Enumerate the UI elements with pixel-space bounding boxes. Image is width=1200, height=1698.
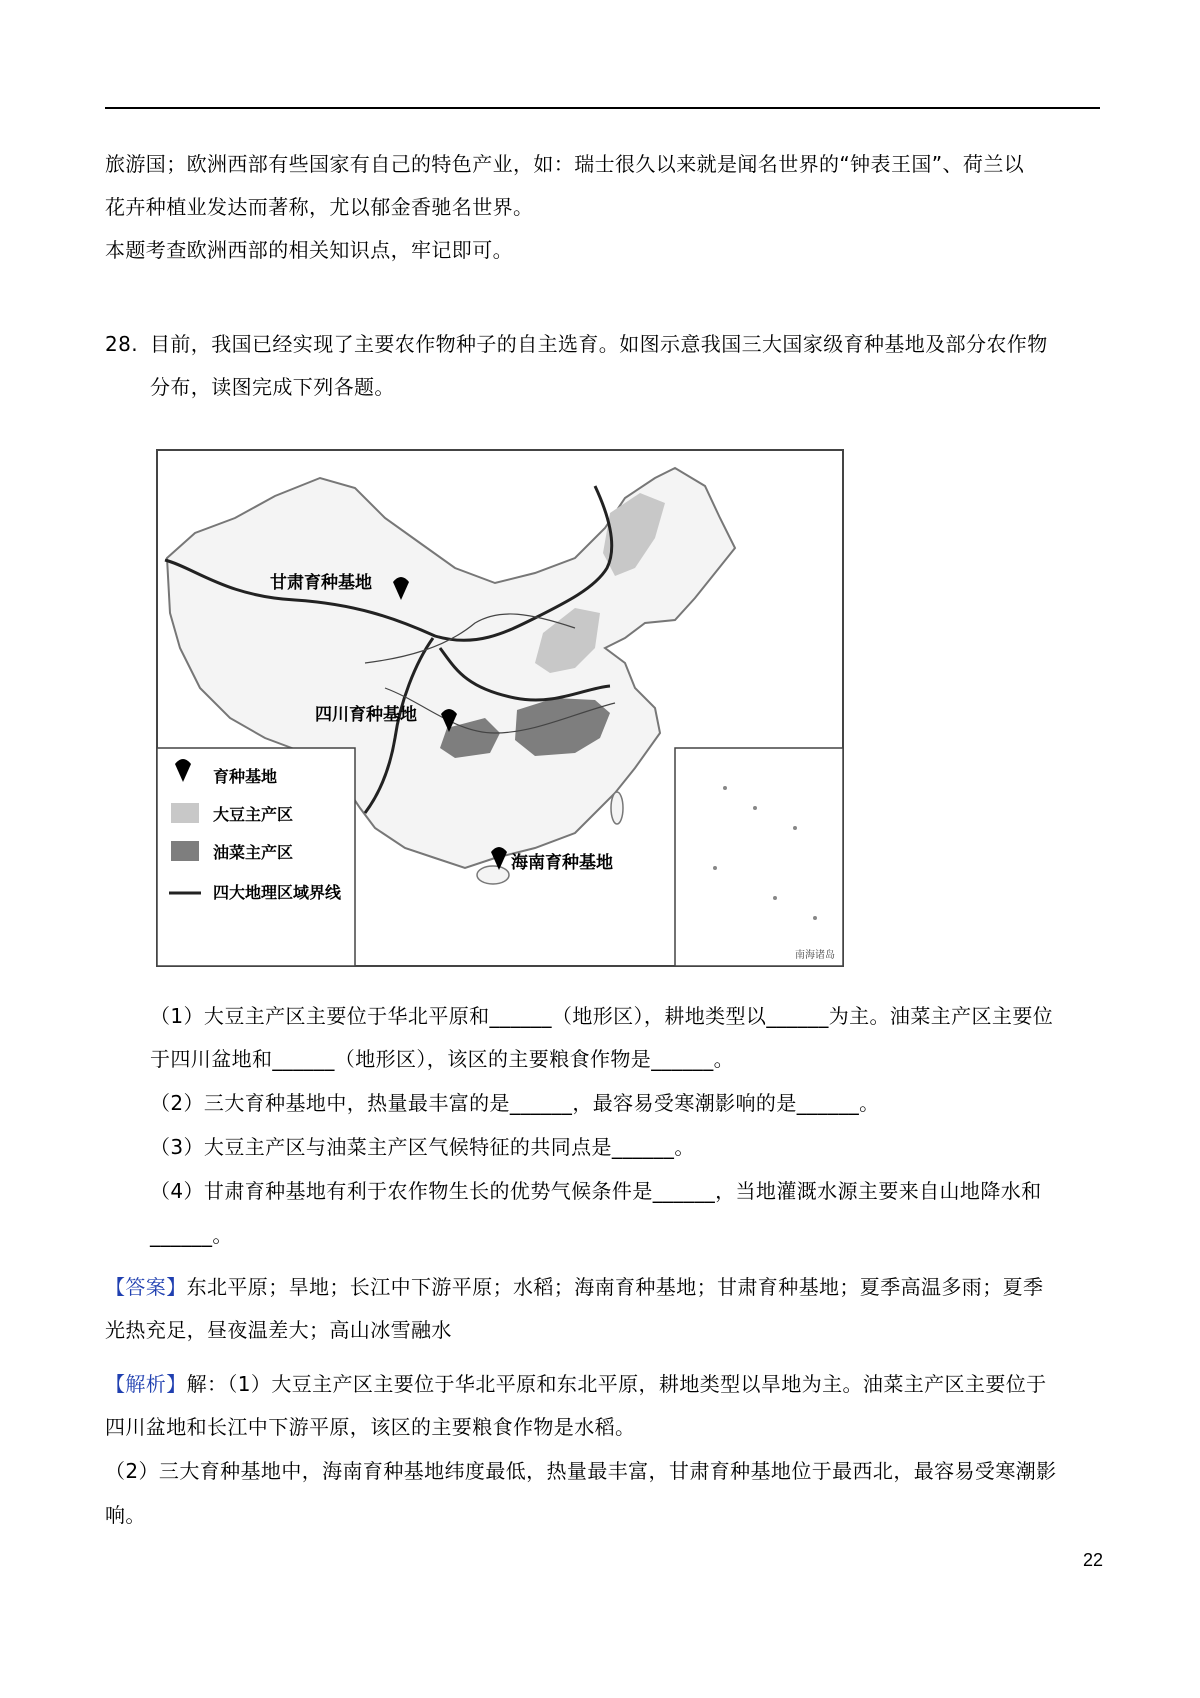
question-stem-line-2: 分布，读图完成下列各题。	[150, 375, 395, 399]
legend-rapeseed-swatch	[171, 841, 199, 861]
legend-boundary-label: 四大地理区域界线	[213, 883, 342, 902]
question-number: 28.	[105, 332, 139, 356]
analysis-line-1	[105, 1370, 1047, 1398]
china-breeding-base-map	[155, 448, 845, 968]
question-part-2: （2）三大育种基地中，热量最丰富的是______，最容易受寒潮影响的是______。	[150, 1091, 880, 1115]
question-part-1a: （1）大豆主产区主要位于华北平原和______（地形区），耕地类型以______为主。油菜主产区主要位	[150, 1004, 1054, 1028]
header-rule	[105, 107, 1100, 109]
legend-soybean-swatch	[171, 803, 199, 823]
legend-soybean-label: 大豆主产区	[213, 805, 294, 824]
hainan-base-label: 海南育种基地	[511, 853, 613, 873]
page-number: 22	[1082, 1550, 1103, 1570]
hainan-island	[477, 866, 509, 884]
taiwan-island	[611, 792, 623, 824]
answer-line-1	[105, 1273, 1043, 1301]
intro-line-1: 旅游国；欧洲西部有些国家有自己的特色产业，如：瑞士很久以来就是闻名世界的“钟表王国”、荷兰以	[105, 152, 1025, 176]
analysis-line-3: （2）三大育种基地中，海南育种基地纬度最低，热量最丰富，甘肃育种基地位于最西北，最容易受寒潮影	[105, 1459, 1057, 1483]
intro-line-3: 本题考查欧洲西部的相关知识点，牢记即可。	[105, 238, 513, 262]
sichuan-base-label: 四川育种基地	[315, 705, 417, 725]
south-sea-inset	[675, 748, 843, 966]
legend-base-label: 育种基地	[213, 767, 278, 786]
analysis-line-4: 响。	[105, 1503, 146, 1527]
answer-tag: 【答案】	[105, 1275, 187, 1299]
analysis-text-1: 解：（1）大豆主产区主要位于华北平原和东北平原，耕地类型以旱地为主。油菜主产区主要位于	[186, 1372, 1047, 1396]
question-stem-line-1: 目前，我国已经实现了主要农作物种子的自主选育。如图示意我国三大国家级育种基地及部分农作物	[150, 332, 1048, 356]
analysis-line-2: 四川盆地和长江中下游平原，该区的主要粮食作物是水稻。	[105, 1415, 636, 1439]
question-part-4a: （4）甘肃育种基地有利于农作物生长的优势气候条件是______，当地灌溉水源主要来自山地降水和	[150, 1179, 1042, 1203]
inset-label: 南海诸岛	[795, 950, 835, 961]
question-part-1b: 于四川盆地和______（地形区），该区的主要粮食作物是______。	[150, 1047, 734, 1071]
question-part-4b: ______。	[150, 1223, 233, 1247]
question-part-3: （3）大豆主产区与油菜主产区气候特征的共同点是______。	[150, 1135, 695, 1159]
answer-text-1: 东北平原；旱地；长江中下游平原；水稻；海南育种基地；甘肃育种基地；夏季高温多雨；夏季	[186, 1275, 1044, 1299]
analysis-tag: 【解析】	[105, 1372, 187, 1396]
legend-rapeseed-label: 油菜主产区	[213, 843, 294, 862]
answer-line-2: 光热充足，昼夜温差大；高山冰雪融水	[105, 1318, 452, 1342]
intro-line-2: 花卉种植业发达而著称，尤以郁金香驰名世界。	[105, 195, 534, 219]
gansu-base-label: 甘肃育种基地	[270, 573, 372, 593]
